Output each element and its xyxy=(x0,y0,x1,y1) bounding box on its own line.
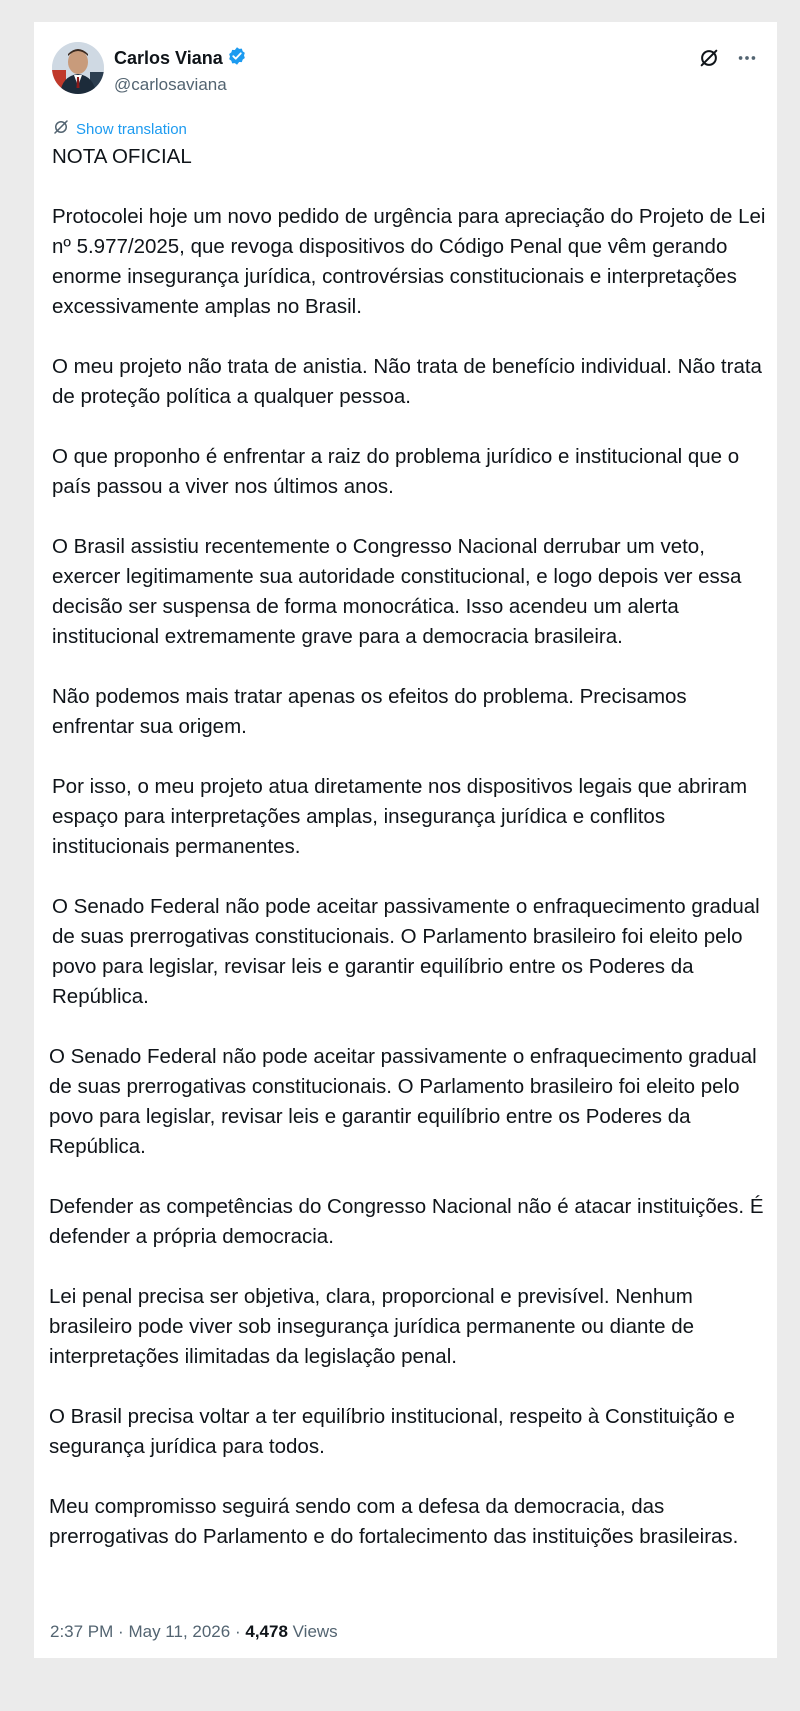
paragraph: O meu projeto não trata de anistia. Não trata de benefício individual. Não trata de proteção política a qualquer pessoa. xyxy=(52,355,762,408)
meta-separator: · xyxy=(234,1622,241,1641)
avatar-image xyxy=(52,42,104,94)
paragraph: Defender as competências do Congresso Nacional não é atacar instituições. É defender a própria democracia. xyxy=(49,1195,764,1248)
show-translation-label: Show translation xyxy=(76,121,187,138)
paragraph: O Brasil assistiu recentemente o Congresso Nacional derrubar um veto, exercer legitimamente sua autoridade constitucional, e logo depois ver essa decisão ser suspensa de forma monocrática. Isso acendeu um alerta institucional extremamente grave para a democracia brasileira. xyxy=(52,535,742,648)
post-time[interactable]: 2:37 PM xyxy=(50,1622,114,1641)
paragraph: Não podemos mais tratar apenas os efeitos do problema. Precisamos enfrentar sua origem. xyxy=(52,685,687,738)
post-card xyxy=(34,22,777,1658)
author-block xyxy=(114,46,247,95)
paragraph: O que proponho é enfrentar a raiz do problema jurídico e institucional que o país passou a viver nos últimos anos. xyxy=(52,445,740,498)
views-count: 4,478 xyxy=(245,1622,288,1641)
verified-badge-icon xyxy=(227,46,247,71)
meta-separator: · xyxy=(118,1622,124,1641)
views-label: Views xyxy=(292,1622,338,1641)
post-meta xyxy=(50,1622,338,1642)
post-actions xyxy=(697,46,759,70)
paragraph: Meu compromisso seguirá sendo com a defesa da democracia, das prerrogativas do Parlamento e do fortalecimento das instituições brasileiras. xyxy=(49,1495,739,1548)
paragraph: O Senado Federal não pode aceitar passivamente o enfraquecimento gradual de suas prerrogativas constitucionais. O Parlamento brasileiro foi eleito pelo povo para legislar, revisar leis e garantir equilíbrio entre os Poderes da República. xyxy=(52,895,760,1008)
avatar[interactable] xyxy=(52,42,104,94)
post-header xyxy=(52,42,759,98)
paragraph: Lei penal precisa ser objetiva, clara, proporcional e previsível. Nenhum brasileiro pode viver sob insegurança jurídica permanente ou diante de interpretações ilimitadas da legislação penal. xyxy=(49,1285,695,1368)
post-date[interactable]: May 11, 2026 xyxy=(128,1622,231,1641)
slashed-circle-icon[interactable] xyxy=(697,46,721,70)
paragraph: Por isso, o meu projeto atua diretamente nos dispositivos legais que abriram espaço para interpretações amplas, insegurança jurídica e conflitos institucionais permanentes. xyxy=(52,775,748,858)
author-name[interactable]: Carlos Viana xyxy=(114,48,223,68)
post-body xyxy=(49,142,767,1582)
show-translation-link[interactable] xyxy=(52,118,187,141)
translate-icon xyxy=(52,118,70,141)
paragraph: O Brasil precisa voltar a ter equilíbrio institucional, respeito à Constituição e segurança jurídica para todos. xyxy=(49,1405,735,1458)
post-title: NOTA OFICIAL xyxy=(52,145,192,168)
author-handle[interactable]: @carlosaviana xyxy=(114,75,227,94)
more-horizontal-icon[interactable] xyxy=(735,46,759,70)
paragraph: O Senado Federal não pode aceitar passivamente o enfraquecimento gradual de suas prerrogativas constitucionais. O Parlamento brasileiro foi eleito pelo povo para legislar, revisar leis e garantir equilíbrio entre os Poderes da República. xyxy=(49,1045,757,1158)
paragraph: Protocolei hoje um novo pedido de urgência para apreciação do Projeto de Lei nº 5.977/2025, que revoga dispositivos do Código Penal que vêm gerando enorme insegurança jurídica, controvérsias constitucionais e interpretações excessivamente amplas no Brasil. xyxy=(52,205,766,318)
